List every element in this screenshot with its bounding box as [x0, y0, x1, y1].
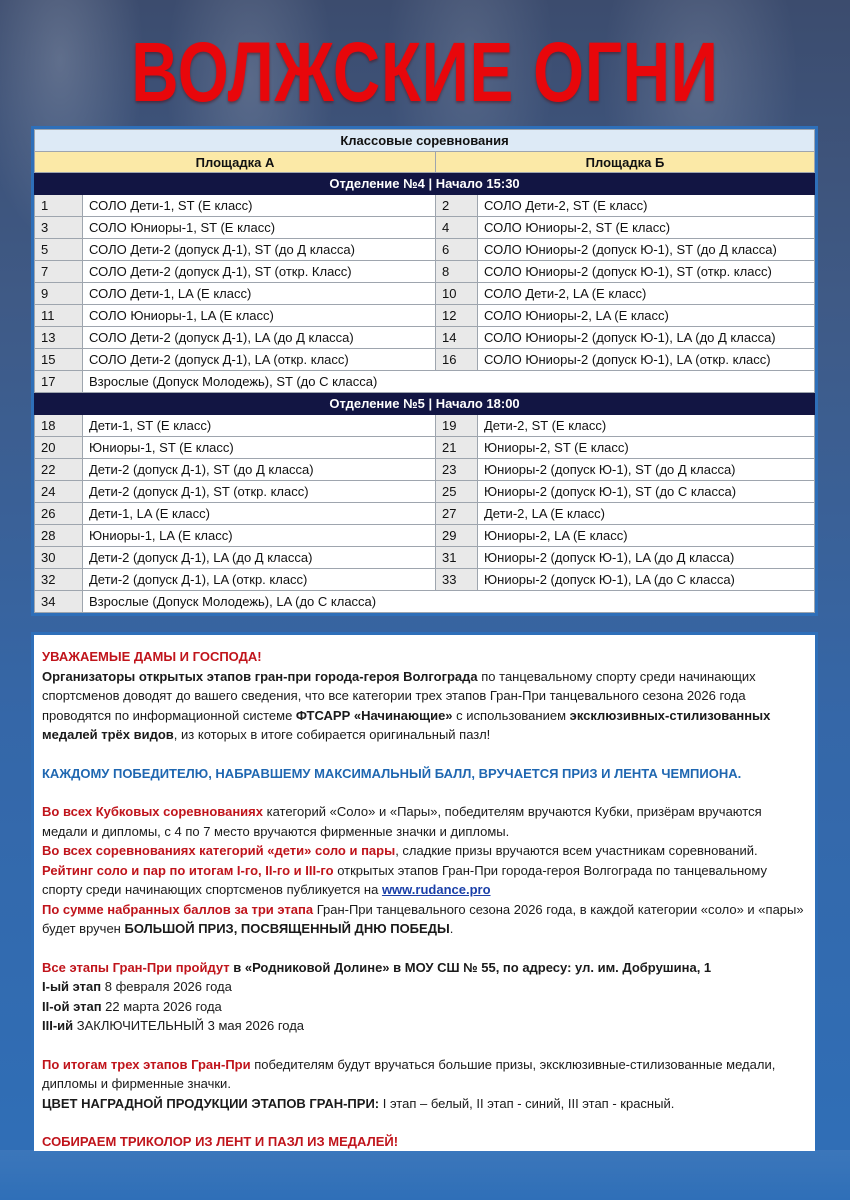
category-name: СОЛО Юниоры-2, LA (Е класс): [478, 305, 815, 327]
category-number: 21: [436, 437, 478, 459]
category-name: Дети-2 (допуск Д-1), LA (откр. класс): [83, 569, 436, 591]
table-row: [35, 503, 815, 525]
category-name: СОЛО Дети-2 (допуск Д-1), ST (откр. Класс): [83, 261, 436, 283]
table-row: [35, 195, 815, 217]
category-number: 8: [436, 261, 478, 283]
category-number: 7: [35, 261, 83, 283]
table-row-full: [35, 591, 815, 613]
category-number: 4: [436, 217, 478, 239]
category-name: СОЛО Юниоры-2, ST (Е класс): [478, 217, 815, 239]
category-name: Юниоры-2, LA (Е класс): [478, 525, 815, 547]
table-row: [35, 283, 815, 305]
category-name: СОЛО Дети-2 (допуск Д-1), LA (откр. класс): [83, 349, 436, 371]
stage-date: 22 марта 2026 года: [101, 998, 222, 1014]
category-number: 27: [436, 503, 478, 525]
final-paragraph: [42, 1055, 807, 1094]
table-caption: Классовые соревнования: [35, 130, 815, 152]
category-number: 29: [436, 525, 478, 547]
rating-text: открытых этапов Гран-При города-героя Волгограда по танцевальному спорту среди начинающих спортсменов публикуется на: [42, 862, 767, 897]
category-name: СОЛО Дети-2, ST (Е класс): [478, 195, 815, 217]
final-text: победителям будут вручаться большие призы, эксклюзивные-стилизованные медали, дипломы и фирменные значки.: [42, 1056, 776, 1091]
category-number: 31: [436, 547, 478, 569]
closing-slogan: СОБИРАЕМ ТРИКОЛОР ИЗ ЛЕНТ И ПАЗЛ ИЗ МЕДАЛЕЙ!: [42, 1134, 399, 1149]
intro-text-1: по танцевальному спорту среди начинающих спортсменов доводят до вашего сведения, что все категории трех этапов Гран-При танцевального сезона 2026 года проводятся по информационной системе: [42, 668, 756, 723]
category-number: 33: [436, 569, 478, 591]
table-row: [35, 349, 815, 371]
venue-highlight: Все этапы Гран-При пройдут: [42, 959, 230, 975]
sum-end: .: [449, 921, 454, 936]
category-number: 24: [35, 481, 83, 503]
category-name: Взрослые (Допуск Молодежь), ST (до С класса): [83, 371, 815, 393]
rating-highlight: Рейтинг соло и пар по итогам I-го, II-го и III-го: [42, 862, 334, 878]
rating-paragraph: [42, 861, 807, 900]
venue-b-header: Площадка Б: [436, 152, 815, 173]
cups-text: категорий «Соло» и «Пары», победителям вручаются Кубки, призёрам вручаются медали и дипломы, с 4 по 7 место вручаются фирменные значки и дипломы.: [42, 804, 762, 839]
category-name: СОЛО Дети-2 (допуск Д-1), ST (до Д класса): [83, 239, 436, 261]
venue-a-header: Площадка А: [35, 152, 436, 173]
category-number: 3: [35, 217, 83, 239]
category-name: Юниоры-2, ST (Е класс): [478, 437, 815, 459]
category-number: 1: [35, 195, 83, 217]
table-row: [35, 547, 815, 569]
category-number: 2: [436, 195, 478, 217]
category-number: 15: [35, 349, 83, 371]
category-number: 20: [35, 437, 83, 459]
table-row: [35, 569, 815, 591]
table-row: [35, 217, 815, 239]
final-highlight: По итогам трех этапов Гран-При: [42, 1056, 251, 1072]
category-name: Дети-1, ST (Е класс): [83, 415, 436, 437]
table-row-full: [35, 371, 815, 393]
category-number: 34: [35, 591, 83, 613]
color-text: I этап – белый, II этап - синий, III этап - красный.: [379, 1095, 675, 1111]
stage-3: [42, 1016, 807, 1036]
intro-bold-3: эксклюзивных-стилизованных медалей трёх видов: [42, 707, 771, 742]
intro-text-2: с использованием: [452, 707, 570, 723]
category-name: Дети-2 (допуск Д-1), ST (до Д класса): [83, 459, 436, 481]
color-heading: ЦВЕТ НАГРАДНОЙ ПРОДУКЦИИ ЭТАПОВ ГРАН-ПРИ:: [42, 1095, 380, 1111]
category-number: 30: [35, 547, 83, 569]
cups-highlight: Во всех Кубковых соревнованиях: [42, 804, 263, 819]
category-name: Дети-2, ST (Е класс): [478, 415, 815, 437]
category-number: 6: [436, 239, 478, 261]
category-number: 26: [35, 503, 83, 525]
intro-bold-1: Организаторы открытых этапов гран-при города-героя Волгограда: [42, 668, 478, 684]
stage-2: [42, 997, 807, 1017]
rudance-link[interactable]: www.rudance.pro: [381, 882, 491, 897]
intro-bold-2: ФТСАРР «Начинающие»: [295, 707, 453, 723]
category-number: 13: [35, 327, 83, 349]
category-number: 10: [436, 283, 478, 305]
table-row: [35, 437, 815, 459]
section-header: [35, 393, 815, 415]
category-name: Юниоры-2 (допуск Ю-1), ST (до Д класса): [478, 459, 815, 481]
category-number: 22: [35, 459, 83, 481]
category-number: 18: [35, 415, 83, 437]
venue-header-row: [35, 152, 815, 173]
category-name: СОЛО Юниоры-1, LA (Е класс): [83, 305, 436, 327]
kids-paragraph: [42, 841, 807, 861]
intro-text-3: , из которых в итоге собирается оригинальный пазл!: [173, 727, 491, 742]
category-name: Дети-2, LA (Е класс): [478, 503, 815, 525]
sum-text: Гран-При танцевального сезона 2026 года, в каждой категории «соло» и «пары» будет вручен: [42, 901, 804, 936]
category-number: 16: [436, 349, 478, 371]
venue-paragraph: [42, 958, 807, 978]
category-name: Дети-2 (допуск Д-1), LA (до Д класса): [83, 547, 436, 569]
kids-highlight: Во всех соревнованиях категорий «дети» соло и пары: [42, 843, 396, 858]
color-paragraph: [42, 1094, 807, 1114]
table-row: [35, 459, 815, 481]
category-name: СОЛО Юниоры-2 (допуск Ю-1), LA (откр. класс): [478, 349, 815, 371]
grand-prize-text: БОЛЬШОЙ ПРИЗ, ПОСВЯЩЕННЫЙ ДНЮ ПОБЕДЫ: [124, 921, 450, 936]
table-caption-row: [35, 130, 815, 152]
table-row: [35, 525, 815, 547]
category-name: Юниоры-2 (допуск Ю-1), ST (до С класса): [478, 481, 815, 503]
category-number: 23: [436, 459, 478, 481]
table-row: [35, 261, 815, 283]
greeting-heading: УВАЖАЕМЫЕ ДАМЫ И ГОСПОДА!: [42, 649, 262, 664]
category-name: СОЛО Юниоры-2 (допуск Ю-1), ST (откр. класс): [478, 261, 815, 283]
table-row: [35, 327, 815, 349]
category-name: Юниоры-2 (допуск Ю-1), LA (до С класса): [478, 569, 815, 591]
category-name: Дети-1, LA (Е класс): [83, 503, 436, 525]
category-name: Юниоры-1, LA (Е класс): [83, 525, 436, 547]
category-number: 11: [35, 305, 83, 327]
category-number: 12: [436, 305, 478, 327]
background-skyline: [0, 1150, 850, 1200]
category-number: 14: [436, 327, 478, 349]
stage-1: [42, 977, 807, 997]
category-number: 32: [35, 569, 83, 591]
category-name: СОЛО Дети-1, LA (Е класс): [83, 283, 436, 305]
venue-address: в «Родниковой Долине» в МОУ СШ № 55, по адресу: ул. им. Добрушина, 1: [229, 959, 712, 975]
table-row: [35, 415, 815, 437]
category-name: СОЛО Юниоры-2 (допуск Ю-1), LA (до Д класса): [478, 327, 815, 349]
section-title: Отделение №4 | Начало 15:30: [35, 173, 815, 195]
category-name: Юниоры-2 (допуск Ю-1), LA (до Д класса): [478, 547, 815, 569]
intro-paragraph: [42, 667, 807, 745]
poster-title: ВОЛЖСКИЕ ОГНИ: [131, 25, 719, 119]
category-name: СОЛО Дети-2 (допуск Д-1), LA (до Д класса): [83, 327, 436, 349]
stage-date: 8 февраля 2026 года: [101, 979, 232, 994]
stage-date: ЗАКЛЮЧИТЕЛЬНЫЙ 3 мая 2026 года: [73, 1018, 305, 1033]
category-number: 9: [35, 283, 83, 305]
stage-label: II-ой этап: [42, 998, 102, 1014]
category-number: 5: [35, 239, 83, 261]
table-row: [35, 305, 815, 327]
category-name: СОЛО Юниоры-1, ST (Е класс): [83, 217, 436, 239]
category-name: СОЛО Дети-2, LA (Е класс): [478, 283, 815, 305]
stage-label: III-ий: [42, 1018, 74, 1033]
table-row: [35, 239, 815, 261]
sum-highlight: По сумме набранных баллов за три этапа: [42, 901, 314, 917]
section-header: [35, 173, 815, 195]
cups-paragraph: [42, 802, 807, 841]
category-number: 19: [436, 415, 478, 437]
schedule-table: [31, 126, 818, 616]
category-name: Взрослые (Допуск Молодежь), LA (до С класса): [83, 591, 815, 613]
stage-label: I-ый этап: [42, 979, 102, 994]
table-row: [35, 481, 815, 503]
category-name: СОЛО Дети-1, ST (Е класс): [83, 195, 436, 217]
announcement-box: [31, 632, 818, 1154]
kids-text: , сладкие призы вручаются всем участникам соревнований.: [395, 843, 758, 858]
category-number: 25: [436, 481, 478, 503]
winner-banner: КАЖДОМУ ПОБЕДИТЕЛЮ, НАБРАВШЕМУ МАКСИМАЛЬНЫЙ БАЛЛ, ВРУЧАЕТСЯ ПРИЗ И ЛЕНТА ЧЕМПИОНА.: [42, 765, 742, 781]
category-number: 28: [35, 525, 83, 547]
category-name: Дети-2 (допуск Д-1), ST (откр. класс): [83, 481, 436, 503]
category-name: Юниоры-1, ST (Е класс): [83, 437, 436, 459]
category-name: СОЛО Юниоры-2 (допуск Ю-1), ST (до Д класса): [478, 239, 815, 261]
sum-paragraph: [42, 900, 807, 939]
category-number: 17: [35, 371, 83, 393]
section-title: Отделение №5 | Начало 18:00: [35, 393, 815, 415]
